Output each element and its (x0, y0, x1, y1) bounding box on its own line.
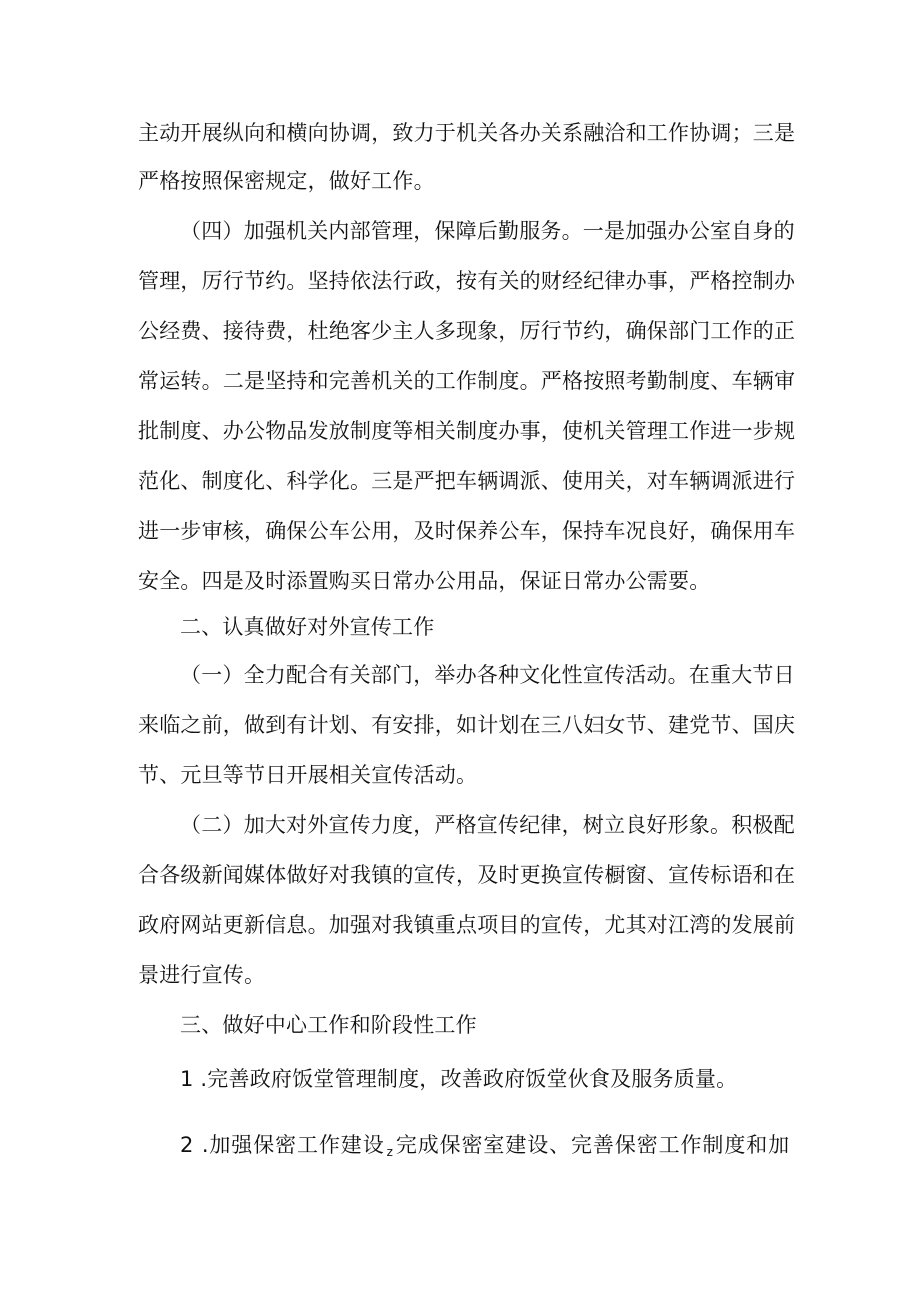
body-line: 严格按照保密规定，做好工作。 (138, 169, 435, 193)
stray-mark: z (386, 1145, 394, 1159)
body-line: 来临之前，做到有计划、有安排，如计划在三八妇女节、建党节、国庆 (138, 713, 796, 737)
body-line: 范化、制度化、科学化。三是严把车辆调派、使用关，对车辆调派进行 (138, 469, 796, 493)
body-line: 政府网站更新信息。加强对我镇重点项目的宣传，尤其对江湾的发展前 (138, 913, 796, 937)
body-line: 常运转。二是坚持和完善机关的工作制度。严格按照考勤制度、车辆审 (138, 369, 796, 393)
list-item-suffix: 完成保密室建设、完善保密工作制度和加 (395, 1133, 791, 1157)
paragraph-line: （四）加强机关内部管理，保障后勤服务。一是加强办公室自身的 (180, 219, 795, 243)
body-line: 主动开展纵向和横向协调，致力于机关各办关系融洽和工作协调；三是 (138, 121, 796, 145)
section-heading: 二、认真做好对外宣传工作 (180, 615, 435, 639)
paragraph-line: （二）加大对外宣传力度，严格宣传纪律，树立良好形象。积极配 (180, 813, 795, 837)
body-line: 安全。四是及时添置购买日常办公用品，保证日常办公需要。 (138, 569, 711, 593)
body-line: 公经费、接待费，杜绝客少主人多现象，厉行节约，确保部门工作的正 (138, 319, 796, 343)
body-line: 进一步审核，确保公车公用，及时保养公车，保持车况良好，确保用车 (138, 519, 796, 543)
list-item: 1 .完善政府饭堂管理制度，改善政府饭堂伙食及服务质量。 (180, 1067, 738, 1091)
body-line: 管理，厉行节约。坚持依法行政，按有关的财经纪律办事，严格控制办 (138, 269, 796, 293)
body-line: 批制度、办公物品发放制度等相关制度办事，使机关管理工作进一步规 (138, 419, 796, 443)
list-item (180, 1126, 820, 1164)
body-line: 节、元旦等节日开展相关宣传活动。 (138, 763, 478, 787)
paragraph-line: （一）全力配合有关部门，举办各种文化性宣传活动。在重大节日 (180, 663, 795, 687)
body-line: 景进行宣传。 (138, 963, 266, 987)
section-heading: 三、做好中心工作和阶段性工作 (180, 1013, 477, 1037)
list-item-prefix: 2 .加强保密工作建设 (180, 1133, 385, 1157)
body-line: 合各级新闻媒体做好对我镇的宣传，及时更换宣传橱窗、宣传标语和在 (138, 863, 796, 887)
